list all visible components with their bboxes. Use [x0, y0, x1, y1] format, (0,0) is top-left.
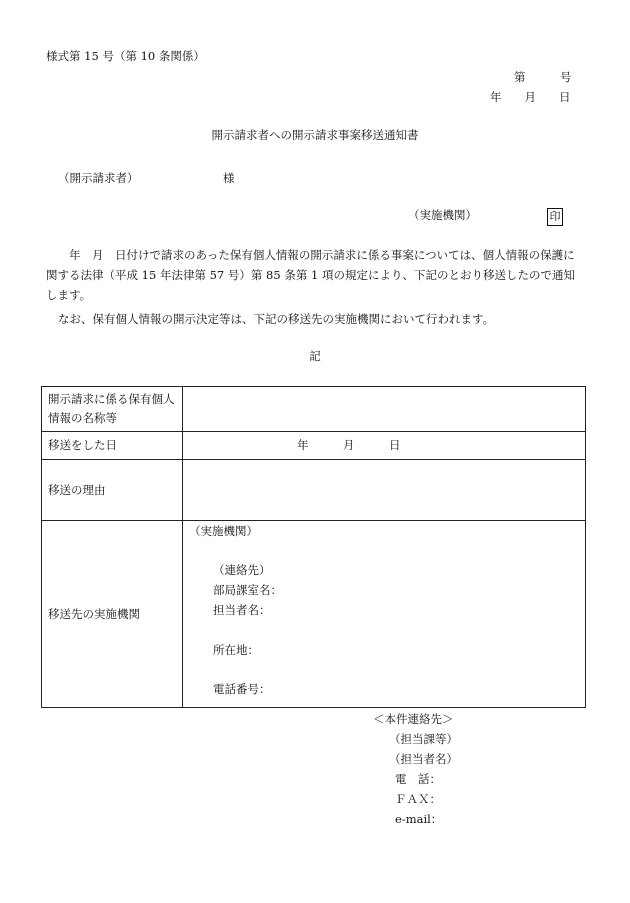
- table-row: [42, 387, 586, 432]
- contact-fax: ＦＡＸ：: [395, 792, 441, 806]
- row-label-info-name: [42, 387, 183, 432]
- sender-agency-label: （実施機関）: [408, 208, 477, 222]
- seal-stamp: 印: [547, 208, 563, 226]
- phone-number-label: 電話番号：: [213, 682, 271, 696]
- row-value-transfer-date: [183, 432, 586, 460]
- person-in-charge-label: 担当者名：: [213, 603, 271, 617]
- table-row: [42, 521, 586, 708]
- row-label-text: 移送をした日: [48, 438, 117, 452]
- body-paragraph-1: 年 月 日付けで請求のあった保有個人情報の開示請求に係る事案については、個人情報の保護に関する法律（平成 15 年法律第 57 号）第 85 条第 1 項の規定により、下記のとおり移送したので通知します。: [46, 248, 575, 302]
- row-label-text: 開示請求に係る保有個人情報の名称等: [48, 392, 175, 425]
- row-value-info-name: [183, 387, 586, 432]
- ki-heading: 記: [309, 349, 321, 363]
- document-title: 開示請求者への開示請求事案移送通知書: [211, 128, 419, 142]
- transfer-date-value: 年 月 日: [297, 438, 401, 452]
- row-label-text: 移送の理由: [48, 482, 106, 497]
- destination-agency-label: （実施機関）: [189, 524, 258, 538]
- transfer-details-table: [41, 386, 586, 708]
- contact-person: （担当者名）: [389, 752, 458, 766]
- body-paragraph-2: なお、保有個人情報の開示決定等は、下記の移送先の実施機関において行われます。: [58, 312, 495, 326]
- row-label-destination-agency: [42, 521, 183, 708]
- table-row: [42, 432, 586, 460]
- row-value-transfer-reason: [183, 460, 586, 521]
- issue-date: 年 月 日: [490, 90, 571, 104]
- row-label-transfer-reason: [42, 460, 183, 521]
- contact-email: e-mail：: [395, 812, 443, 826]
- row-value-destination-agency: [183, 521, 586, 708]
- address-label: 所在地：: [213, 643, 259, 657]
- contact-heading: ＜本件連絡先＞: [373, 712, 454, 726]
- row-label-transfer-date: [42, 432, 183, 460]
- recipient-label: （開示請求者）: [58, 171, 139, 185]
- document-number: 第 号: [514, 70, 572, 84]
- recipient-honorific: 様: [223, 171, 235, 185]
- table-row: [42, 460, 586, 521]
- department-label: 部局課室名：: [213, 583, 282, 597]
- contact-phone: 電 話：: [395, 772, 441, 786]
- form-number: 様式第 15 号（第 10 条関係）: [46, 49, 205, 63]
- row-label-text: 移送先の実施機関: [48, 606, 140, 621]
- contact-section: （担当課等）: [389, 732, 458, 746]
- contact-label: （連絡先）: [213, 563, 271, 577]
